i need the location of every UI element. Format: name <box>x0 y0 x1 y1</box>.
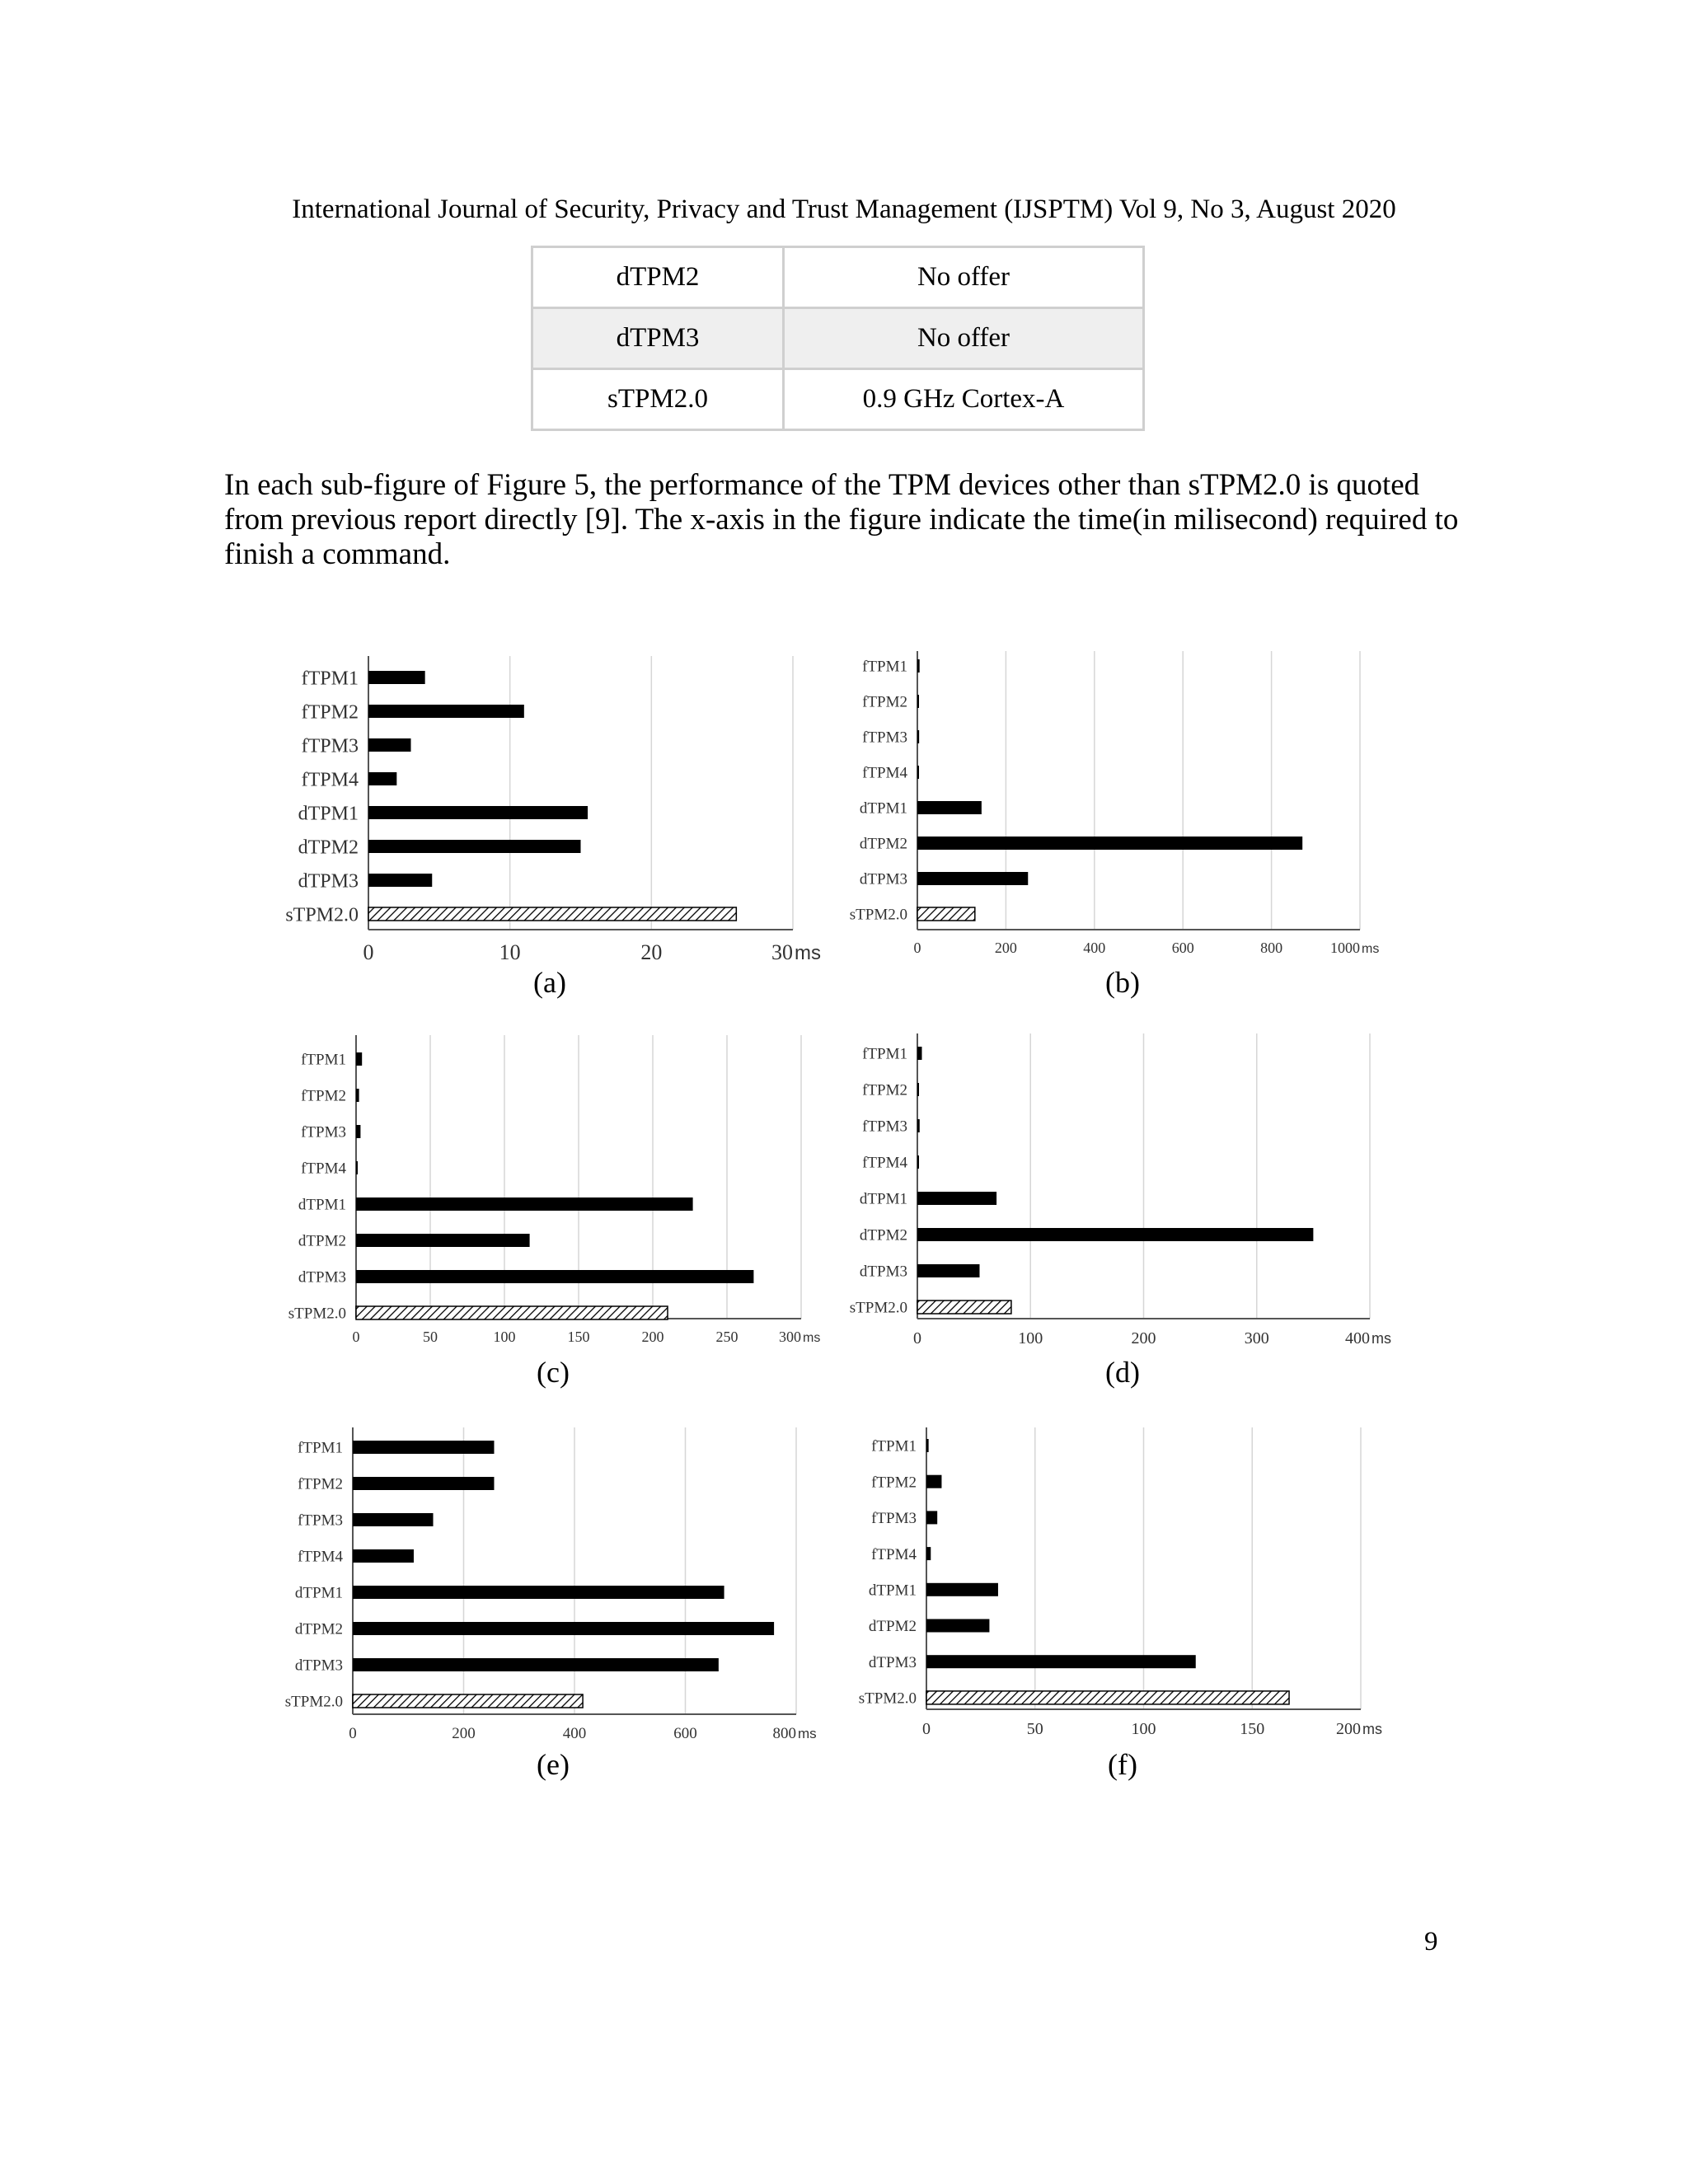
unit-label: ms <box>1372 1330 1391 1347</box>
tick-label: 600 <box>1171 940 1194 956</box>
tick-label: 30 <box>771 940 793 964</box>
bar-ftpm1 <box>356 1052 362 1066</box>
category-label: sTPM2.0 <box>288 1305 346 1323</box>
category-label: dTPM3 <box>859 870 907 888</box>
bar-stpm2.0 <box>356 1306 668 1319</box>
tick-label: 800 <box>1260 940 1283 956</box>
category-label: dTPM3 <box>298 1268 346 1286</box>
bar-dtpm3 <box>353 1658 719 1671</box>
bar-ftpm2 <box>368 705 524 718</box>
bar-dtpm2 <box>926 1619 989 1633</box>
tick-label: 400 <box>1083 940 1106 956</box>
bar-stpm2.0 <box>353 1694 583 1708</box>
category-label: fTPM4 <box>862 764 907 782</box>
tick-label: 600 <box>673 1725 697 1742</box>
bar-dtpm2 <box>356 1234 530 1247</box>
tick-label: 150 <box>1240 1720 1265 1738</box>
tick-label: 400 <box>1345 1329 1370 1347</box>
bar-ftpm3 <box>926 1511 937 1524</box>
page-number: 9 <box>1424 1927 1438 1957</box>
category-label: fTPM3 <box>871 1510 917 1528</box>
tick-label: 0 <box>913 940 921 956</box>
category-label: fTPM1 <box>871 1437 917 1455</box>
tick-label: 300 <box>779 1329 801 1345</box>
bar-ftpm2 <box>926 1475 941 1488</box>
bar-ftpm1 <box>926 1439 929 1452</box>
paragraph-line: In each sub-figure of Figure 5, the performance of the TPM devices other than sTPM2.0 is quoted <box>224 468 1420 502</box>
category-label: sTPM2.0 <box>849 906 907 924</box>
category-label: dTPM2 <box>294 1620 343 1638</box>
bar-dtpm1 <box>368 806 588 819</box>
category-label: dTPM3 <box>868 1653 917 1671</box>
bar-dtpm3 <box>356 1270 753 1283</box>
category-label: fTPM1 <box>301 1051 346 1069</box>
bar-dtpm3 <box>917 1264 979 1277</box>
unit-label: ms <box>795 942 821 964</box>
bar-ftpm2 <box>917 1083 919 1096</box>
category-label: dTPM2 <box>868 1618 917 1636</box>
bar-stpm2.0 <box>926 1691 1289 1704</box>
tick-label: 100 <box>493 1329 516 1345</box>
tick-label: 200 <box>641 1329 664 1345</box>
category-label: dTPM1 <box>294 1584 343 1602</box>
tick-label: 250 <box>715 1329 738 1345</box>
bar-ftpm4 <box>926 1547 931 1560</box>
bar-ftpm4 <box>356 1161 358 1174</box>
category-label: fTPM1 <box>862 1045 907 1063</box>
category-label: fTPM3 <box>862 1118 907 1136</box>
category-label: fTPM2 <box>301 1087 346 1105</box>
table-cell-value: No offer <box>784 308 1144 369</box>
table-cell-device: dTPM2 <box>532 247 784 308</box>
category-label: dTPM2 <box>859 1226 907 1244</box>
tick-label: 1000 <box>1330 940 1360 956</box>
tick-label: 0 <box>922 1720 931 1738</box>
unit-label: ms <box>798 1726 817 1741</box>
category-label: fTPM3 <box>301 1123 346 1141</box>
tick-label: 20 <box>640 940 663 964</box>
bar-ftpm4 <box>917 1155 919 1169</box>
category-label: fTPM2 <box>871 1474 917 1492</box>
bar-ftpm4 <box>368 772 396 785</box>
tick-label: 400 <box>562 1725 587 1742</box>
bar-dtpm1 <box>917 1192 996 1205</box>
bar-stpm2.0 <box>917 907 975 921</box>
table-cell-device: dTPM3 <box>532 308 784 369</box>
category-label: sTPM2.0 <box>284 1693 343 1711</box>
bar-dtpm3 <box>368 874 432 887</box>
tick-label: 0 <box>349 1725 357 1742</box>
tick-label: 50 <box>423 1329 438 1345</box>
bar-ftpm1 <box>917 659 920 673</box>
subfigure-caption: (d) <box>1105 1356 1140 1389</box>
bar-ftpm3 <box>368 738 411 752</box>
category-label: fTPM2 <box>298 1475 343 1493</box>
category-label: fTPM4 <box>862 1154 907 1172</box>
category-label: dTPM1 <box>298 803 359 825</box>
tick-label: 300 <box>1244 1329 1269 1347</box>
tick-label: 150 <box>567 1329 590 1345</box>
category-label: dTPM3 <box>859 1263 907 1281</box>
bar-ftpm1 <box>368 671 425 684</box>
category-label: fTPM3 <box>298 1511 343 1530</box>
category-label: fTPM1 <box>301 668 359 690</box>
bar-ftpm3 <box>356 1125 360 1138</box>
bar-ftpm1 <box>917 1047 921 1060</box>
bar-dtpm2 <box>353 1622 774 1635</box>
subfigure-caption: (c) <box>537 1356 570 1389</box>
tick-label: 800 <box>772 1725 796 1742</box>
category-label: dTPM1 <box>298 1196 346 1214</box>
category-label: dTPM1 <box>859 1190 907 1208</box>
bar-ftpm4 <box>917 766 919 779</box>
category-label: sTPM2.0 <box>849 1299 907 1317</box>
category-label: dTPM1 <box>868 1582 917 1600</box>
unit-label: ms <box>803 1331 821 1345</box>
bar-ftpm2 <box>353 1477 494 1490</box>
tick-label: 200 <box>1336 1720 1361 1738</box>
tick-label: 200 <box>452 1725 476 1742</box>
tick-label: 0 <box>352 1329 360 1345</box>
category-label: dTPM2 <box>298 837 359 859</box>
tick-label: 200 <box>994 940 1017 956</box>
category-label: fTPM3 <box>862 729 907 747</box>
bar-ftpm2 <box>356 1089 359 1102</box>
bar-ftpm3 <box>917 1119 920 1132</box>
category-label: dTPM3 <box>298 870 359 893</box>
bar-dtpm1 <box>356 1197 693 1211</box>
bar-dtpm2 <box>917 837 1302 850</box>
category-label: dTPM1 <box>859 799 907 818</box>
bar-dtpm1 <box>917 801 982 814</box>
bar-stpm2.0 <box>917 1301 1011 1314</box>
bar-ftpm3 <box>917 730 919 743</box>
category-label: fTPM3 <box>301 735 359 757</box>
unit-label: ms <box>1362 1721 1382 1737</box>
category-label: fTPM1 <box>298 1439 343 1457</box>
subfigure-caption: (f) <box>1108 1748 1137 1781</box>
bar-ftpm3 <box>353 1513 434 1526</box>
tick-label: 100 <box>1018 1329 1043 1347</box>
category-label: fTPM2 <box>862 693 907 711</box>
table-cell-value: 0.9 GHz Cortex-A <box>784 369 1144 430</box>
bar-dtpm1 <box>926 1583 998 1596</box>
category-label: fTPM4 <box>301 1160 346 1178</box>
bar-ftpm2 <box>917 695 919 708</box>
category-label: dTPM3 <box>294 1657 343 1675</box>
table-cell-device: sTPM2.0 <box>532 369 784 430</box>
category-label: dTPM2 <box>859 835 907 853</box>
table-cell-value: No offer <box>784 247 1144 308</box>
category-label: fTPM4 <box>298 1548 343 1566</box>
tick-label: 50 <box>1026 1720 1043 1738</box>
bar-dtpm1 <box>353 1586 724 1599</box>
bar-ftpm1 <box>353 1441 494 1454</box>
bar-dtpm3 <box>926 1655 1196 1668</box>
bar-dtpm2 <box>368 840 581 853</box>
category-label: sTPM2.0 <box>858 1690 917 1708</box>
subfigure-caption: (e) <box>537 1748 570 1781</box>
category-label: sTPM2.0 <box>285 904 359 926</box>
subfigure-caption: (b) <box>1105 966 1140 999</box>
subfigure-caption: (a) <box>533 966 566 999</box>
tick-label: 200 <box>1131 1329 1156 1347</box>
bar-dtpm3 <box>917 872 1028 885</box>
category-label: fTPM2 <box>301 701 359 724</box>
running-header: International Journal of Security, Privacy and Trust Management (IJSPTM) Vol 9, No 3, August 2020 <box>292 194 1396 224</box>
tick-label: 10 <box>499 940 521 964</box>
tick-label: 0 <box>363 940 374 964</box>
tick-label: 100 <box>1131 1720 1156 1738</box>
bar-ftpm4 <box>353 1549 414 1563</box>
paragraph-line: from previous report directly [9]. The x-axis in the figure indicate the time(in milisecond) required to <box>224 503 1459 537</box>
category-label: fTPM4 <box>301 769 359 791</box>
bar-stpm2.0 <box>368 907 736 921</box>
unit-label: ms <box>1362 942 1380 956</box>
category-label: dTPM2 <box>298 1232 346 1250</box>
bar-dtpm2 <box>917 1228 1313 1241</box>
category-label: fTPM2 <box>862 1081 907 1099</box>
category-label: fTPM4 <box>871 1545 917 1563</box>
category-label: fTPM1 <box>862 658 907 676</box>
tick-label: 0 <box>913 1329 921 1347</box>
paragraph-line: finish a command. <box>224 537 451 571</box>
